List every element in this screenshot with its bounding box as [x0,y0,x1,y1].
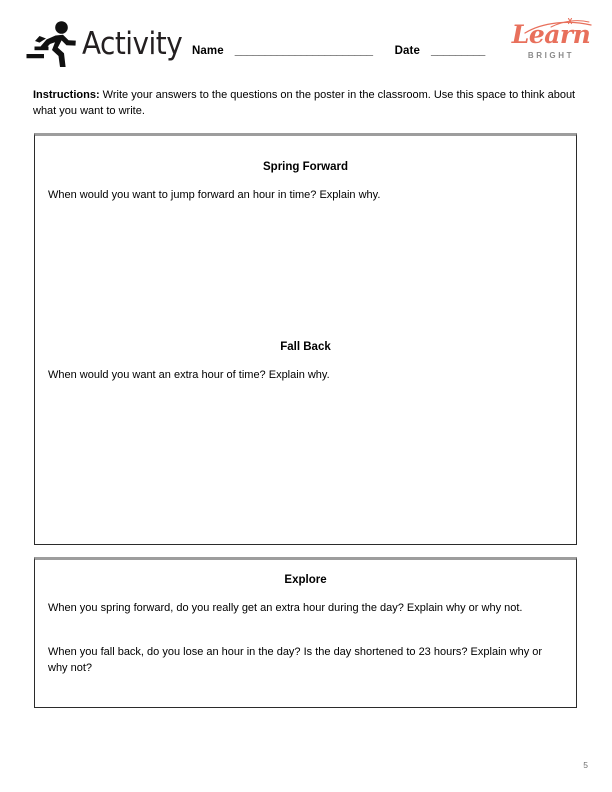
answer-box-explore[interactable] [34,557,577,708]
running-person-icon [24,18,80,68]
date-label: Date [394,45,420,57]
section-prompt-explore-2: When you fall back, do you lose an hour in the day? Is the day shortened to 23 hours? Explain why or why not? [48,646,543,674]
section-heading-fall-back: Fall Back [280,341,331,353]
logo-wordmark: Learn [511,20,591,49]
section-prompt-spring-forward: When would you want to jump forward an hour in time? Explain why. [48,189,381,201]
logo-tagline: BRIGHT [527,51,575,60]
page-header [0,0,612,80]
instructions-text: Write your answers to the questions on the poster in the classroom. Use this space to think about what you want to write. [33,89,576,117]
name-label: Name [192,45,224,57]
page-number: 5 [583,760,588,770]
instructions-label: Instructions: [33,89,100,101]
date-blank[interactable]: _________ [430,45,485,57]
instructions-paragraph [33,88,580,119]
answer-box-spring-fall[interactable] [34,133,577,545]
section-prompt-fall-back: When would you want an extra hour of time? Explain why. [48,369,330,381]
page-title: Activity [82,26,183,62]
section-prompt-explore-1: When you spring forward, do you really get an extra hour during the day? Explain why or why not. [48,602,523,614]
learn-bright-logo [507,18,595,64]
section-heading-explore: Explore [284,574,327,586]
name-blank[interactable]: _______________________ [234,45,373,57]
section-heading-spring-forward: Spring Forward [263,161,348,173]
name-date-line [192,45,485,57]
